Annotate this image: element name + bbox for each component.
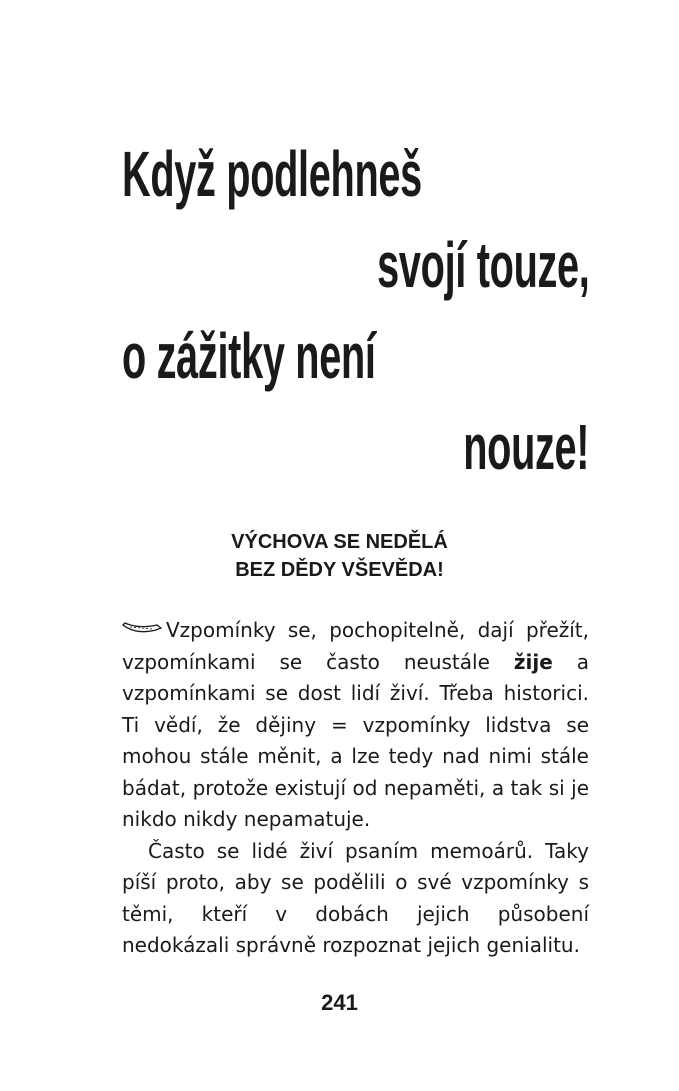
headline-line-3: o zážitky není	[122, 320, 376, 392]
paragraph-2: Často se lidé živí psaním memoárů. Taky píší proto, aby se podělili o své vzpomínky s těmi, kteří v dobách jejich působení nedokázali správně rozpoznat jejich genialitu.	[122, 838, 589, 957]
section-heading	[0, 528, 679, 584]
section-heading-line-2: BEZ DĚDY VŠEVĚDA!	[235, 559, 444, 581]
paragraph-1-bold: žije	[513, 649, 553, 674]
paragraph-1	[122, 615, 589, 836]
paragraph-1-text-b: a vzpomínkami se dost lidí živí. Třeba historici. Ti vědí, že dějiny = vzpomínky lidstva se mohou stále měnit, a lze tedy nad nimi stále bádat, protože existují od nepaměti, a tak si je nikdo nikdy nepamatuje.	[122, 649, 589, 831]
paragraph-1-text-a: Vzpomínky se, pochopitelně, dají přežít, vzpomínkami se často neustále	[122, 618, 589, 674]
body-text	[122, 615, 589, 962]
pen-icon	[122, 614, 162, 646]
headline-line-1: Když podlehneš	[122, 138, 422, 210]
page-number: 241	[321, 990, 358, 1015]
headline-line-2: svojí touze,	[376, 229, 589, 301]
headline-line-4: nouze!	[463, 411, 589, 483]
section-heading-line-1: VÝCHOVA SE NEDĚLÁ	[231, 531, 448, 553]
